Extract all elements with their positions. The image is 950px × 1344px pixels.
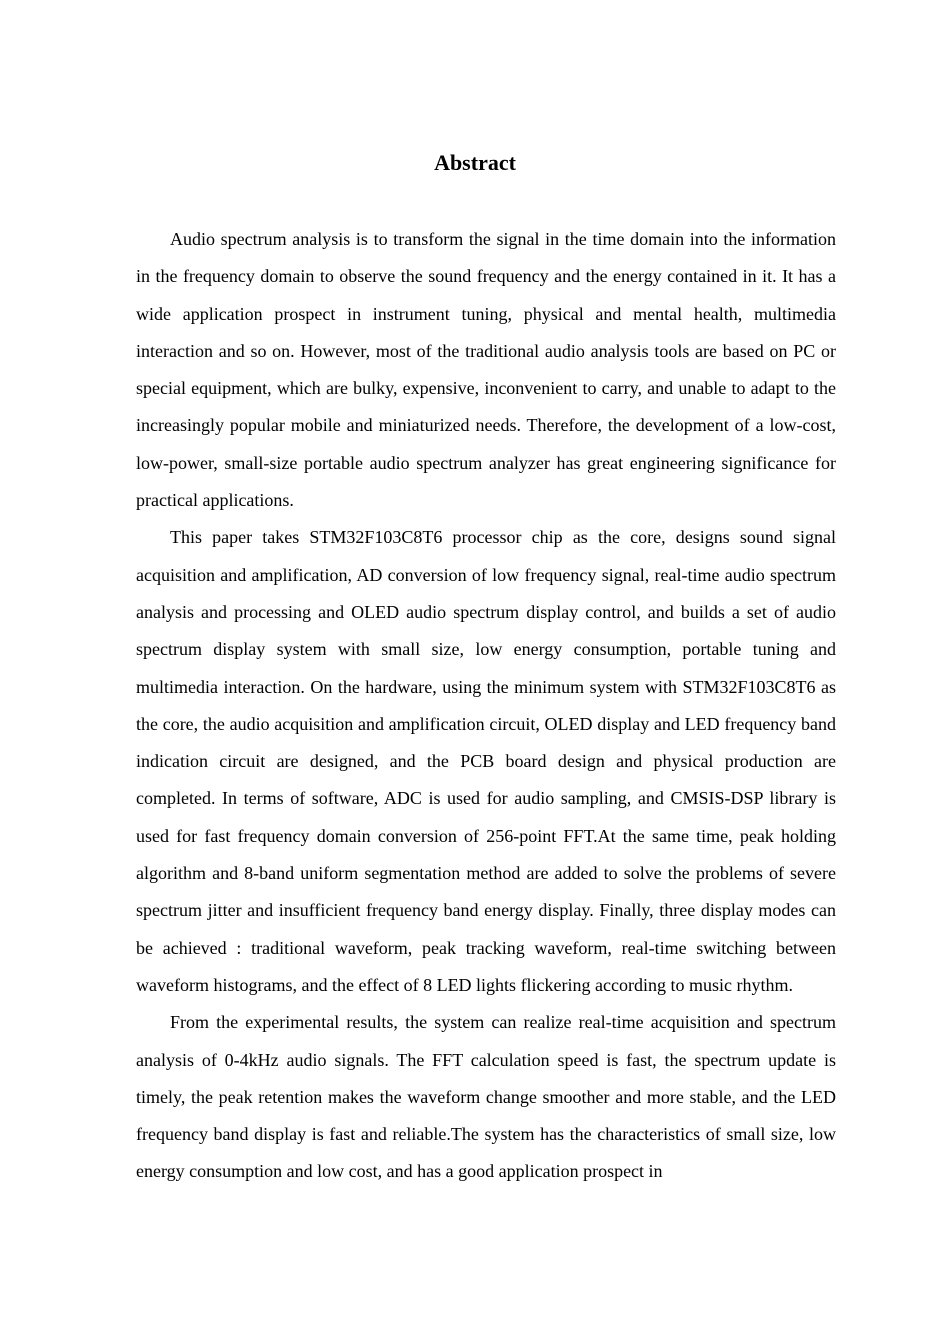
abstract-title: Abstract	[434, 150, 516, 175]
abstract-body	[136, 221, 836, 1191]
abstract-paragraph-3: From the experimental results, the system can realize real-time acquisition and spectrum analysis of 0-4kHz audio signals. The FFT calculation speed is fast, the spectrum update is timely, the peak retention makes the waveform change smoother and more stable, and the LED frequency band display is fast and reliable.The system has the characteristics of small size, low energy consumption and low cost, and has a good application prospect in	[136, 1012, 836, 1182]
abstract-paragraph-1: Audio spectrum analysis is to transform the signal in the time domain into the information in the frequency domain to observe the sound frequency and the energy contained in it. It has a wide application prospect in instrument tuning, physical and mental health, multimedia interaction and so on. However, most of the traditional audio analysis tools are based on PC or special equipment, which are bulky, expensive, inconvenient to carry, and unable to adapt to the increasingly popular mobile and miniaturized needs. Therefore, the development of a low-cost, low-power, small-size portable audio spectrum analyzer has great engineering significance for practical applications.	[136, 229, 836, 511]
abstract-paragraph-2: This paper takes STM32F103C8T6 processor chip as the core, designs sound signal acquisition and amplification, AD conversion of low frequency signal, real-time audio spectrum analysis and processing and OLED audio spectrum display control, and builds a set of audio spectrum display system with small size, low energy consumption, portable tuning and multimedia interaction. On the hardware, using the minimum system with STM32F103C8T6 as the core, the audio acquisition and amplification circuit, OLED display and LED frequency band indication circuit are designed, and the PCB board design and physical production are completed. In terms of software, ADC is used for audio sampling, and CMSIS-DSP library is used for fast frequency domain conversion of 256-point FFT.At the same time, peak holding algorithm and 8-band uniform segmentation method are added to solve the problems of severe spectrum jitter and insufficient frequency band energy display. Finally, three display modes can be achieved : traditional waveform, peak tracking waveform, real-time switching between waveform histograms, and the effect of 8 LED lights flickering according to music rhythm.	[136, 527, 836, 995]
